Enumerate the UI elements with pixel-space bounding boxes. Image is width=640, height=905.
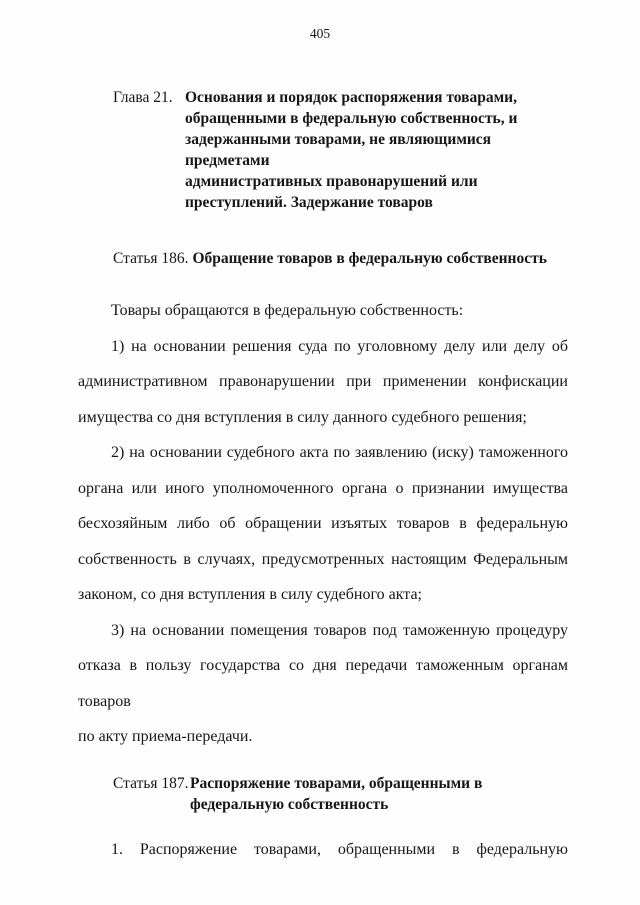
page-number: 405	[309, 26, 331, 41]
paragraph-1-line: 1. Распоряжение товарами, обращенными в федеральную	[111, 840, 568, 858]
article-187-title	[190, 773, 568, 815]
item-2-line: законом, со дня вступления в силу судебного акта;	[78, 586, 422, 603]
item-3-line: отказа в пользу государства со дня передачи таможенным органам товаров	[78, 657, 568, 710]
article-187-heading	[78, 773, 568, 815]
page-content	[0, 87, 640, 867]
chapter-title-line: Основания и порядок распоряжения товарами,	[185, 89, 517, 106]
article-187-title-line: федеральную собственность	[190, 795, 389, 813]
article-186-body	[78, 293, 568, 755]
item-2-line: бесхозяйным либо об обращении изъятых товаров в федеральную	[78, 515, 568, 532]
article-187-body	[78, 832, 568, 868]
item-2-line: собственность в случаях, предусмотренных настоящим Федеральным	[78, 550, 568, 568]
article-186-title: Обращение товаров в федеральную собственность	[192, 250, 547, 267]
chapter-title-line: обращенными в федеральную собственность, и	[185, 110, 518, 127]
chapter-label: Глава 21.	[113, 89, 173, 106]
chapter-title-line: административных правонарушений или	[185, 173, 478, 190]
article-186-label: Статья 186.	[113, 250, 189, 267]
chapter-title-line: преступлений. Задержание товаров	[185, 194, 433, 211]
item-3-line: 3) на основании помещения товаров под таможенную процедуру	[111, 621, 568, 639]
intro-line: Товары обращаются в федеральную собственность:	[111, 302, 464, 319]
chapter-21-heading	[78, 87, 568, 213]
item-3-line: по акту приема-передачи.	[78, 728, 253, 745]
item-2-line: органа или иного уполномоченного органа о признании имущества	[78, 479, 568, 497]
item-1-line: 1) на основании решения суда по уголовному делу или делу об	[111, 337, 568, 355]
article-187-title-line: Распоряжение товарами, обращенными в	[190, 774, 483, 792]
article-186-heading	[113, 248, 568, 269]
item-2-line: 2) на основании судебного акта по заявлению (иску) таможенного	[111, 444, 568, 461]
chapter-title-line: задержанными товарами, не являющимися предметами	[185, 131, 492, 169]
item-1-line: административном правонарушении при применении конфискации	[78, 373, 568, 390]
article-187-label: Статья 187.	[113, 774, 189, 792]
item-1-line: имущества со дня вступления в силу данного судебного решения;	[78, 408, 527, 426]
chapter-title	[185, 87, 568, 213]
